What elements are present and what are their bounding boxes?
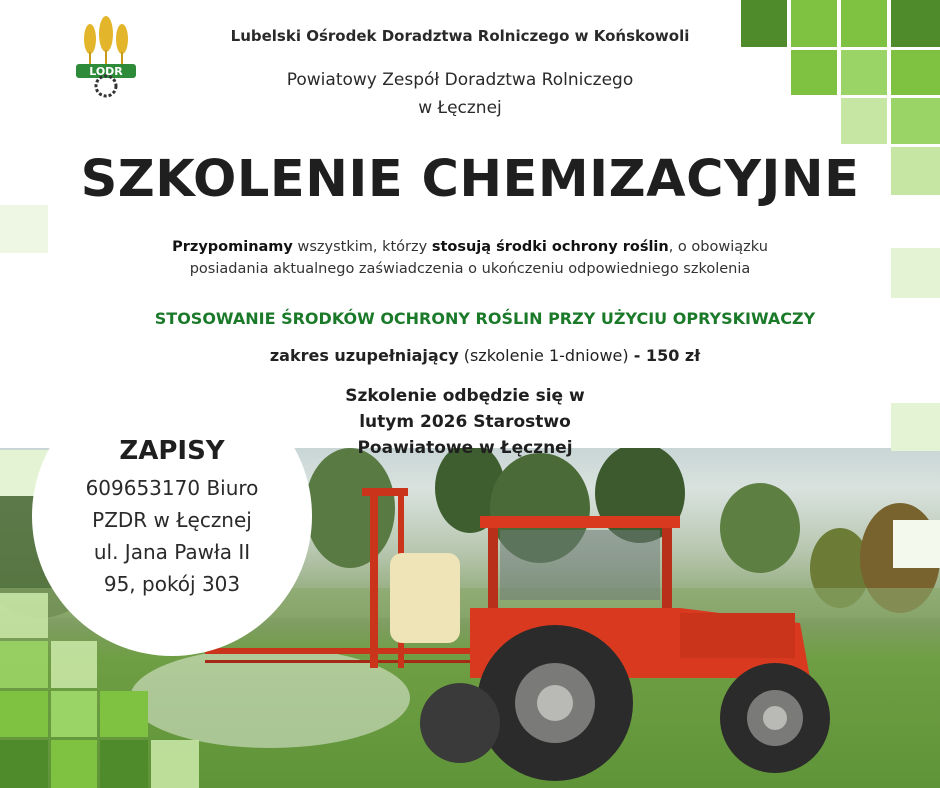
decor-square xyxy=(891,0,940,47)
schedule-line3: Poawiatowe w Łęcznej xyxy=(357,438,573,458)
signup-heading: ZAPISY xyxy=(119,436,225,466)
schedule-line2: lutym 2026 Starostwo xyxy=(359,412,571,432)
reminder-bold-2: stosują środki ochrony roślin xyxy=(431,239,669,255)
decor-square xyxy=(0,641,48,688)
organization-name: Lubelski Ośrodek Doradztwa Rolniczego w Końskowoli xyxy=(230,27,690,45)
course-price: - 150 zł xyxy=(633,346,701,365)
reminder-text-2: wszystkim, którzy xyxy=(292,239,432,255)
reminder-line2: posiadania aktualnego zaświadczenia o ukończeniu odpowiedniego szkolenia xyxy=(189,261,751,277)
decor-square xyxy=(893,520,940,568)
decor-square xyxy=(891,98,940,144)
decor-square xyxy=(841,0,887,47)
schedule-info xyxy=(300,383,630,461)
course-scope: zakres uzupełniający xyxy=(269,346,459,365)
decor-square xyxy=(0,205,48,253)
decor-square xyxy=(51,691,97,737)
team-name-line2: w Łęcznej xyxy=(418,98,502,118)
signup-line1: 609653170 Biuro xyxy=(85,476,259,500)
decor-square xyxy=(100,691,148,737)
reminder-bold-1: Przypominamy xyxy=(172,239,293,255)
decor-square xyxy=(0,691,48,737)
signup-line2: PZDR w Łęcznej xyxy=(92,508,252,532)
decor-square xyxy=(841,50,887,95)
decor-square xyxy=(891,403,940,451)
reminder-line1 xyxy=(100,236,840,258)
price-line xyxy=(60,346,910,365)
decor-square xyxy=(0,740,48,788)
decor-square xyxy=(0,593,48,638)
page-title: SZKOLENIE CHEMIZACYJNE xyxy=(80,150,860,209)
svg-text:LODR: LODR xyxy=(89,65,123,78)
lodr-logo xyxy=(72,14,140,98)
decor-square xyxy=(891,248,940,298)
decor-square xyxy=(51,641,97,688)
sprayer-tank xyxy=(390,553,460,643)
team-name xyxy=(160,66,760,122)
signup-contact xyxy=(62,472,282,600)
team-name-line1: Powiatowy Zespół Doradztwa Rolniczego xyxy=(286,70,634,90)
signup-line4: 95, pokój 303 xyxy=(103,572,241,596)
course-duration: (szkolenie 1-dniowe) xyxy=(458,346,634,365)
decor-square xyxy=(100,740,148,788)
decor-square xyxy=(791,50,837,95)
decor-square xyxy=(51,740,97,788)
reminder-text-4: , o obowiązku xyxy=(668,239,768,255)
decor-square xyxy=(841,98,887,144)
course-title: STOSOWANIE ŚRODKÓW OCHRONY ROŚLIN PRZY UŻYCIU OPRYSKIWACZY xyxy=(154,309,816,328)
schedule-line1: Szkolenie odbędzie się w xyxy=(345,386,585,406)
signup-line3: ul. Jana Pawła II xyxy=(93,540,251,564)
reminder-text xyxy=(100,236,840,280)
decor-square xyxy=(151,740,199,788)
decor-square xyxy=(791,0,837,47)
decor-square xyxy=(891,50,940,95)
